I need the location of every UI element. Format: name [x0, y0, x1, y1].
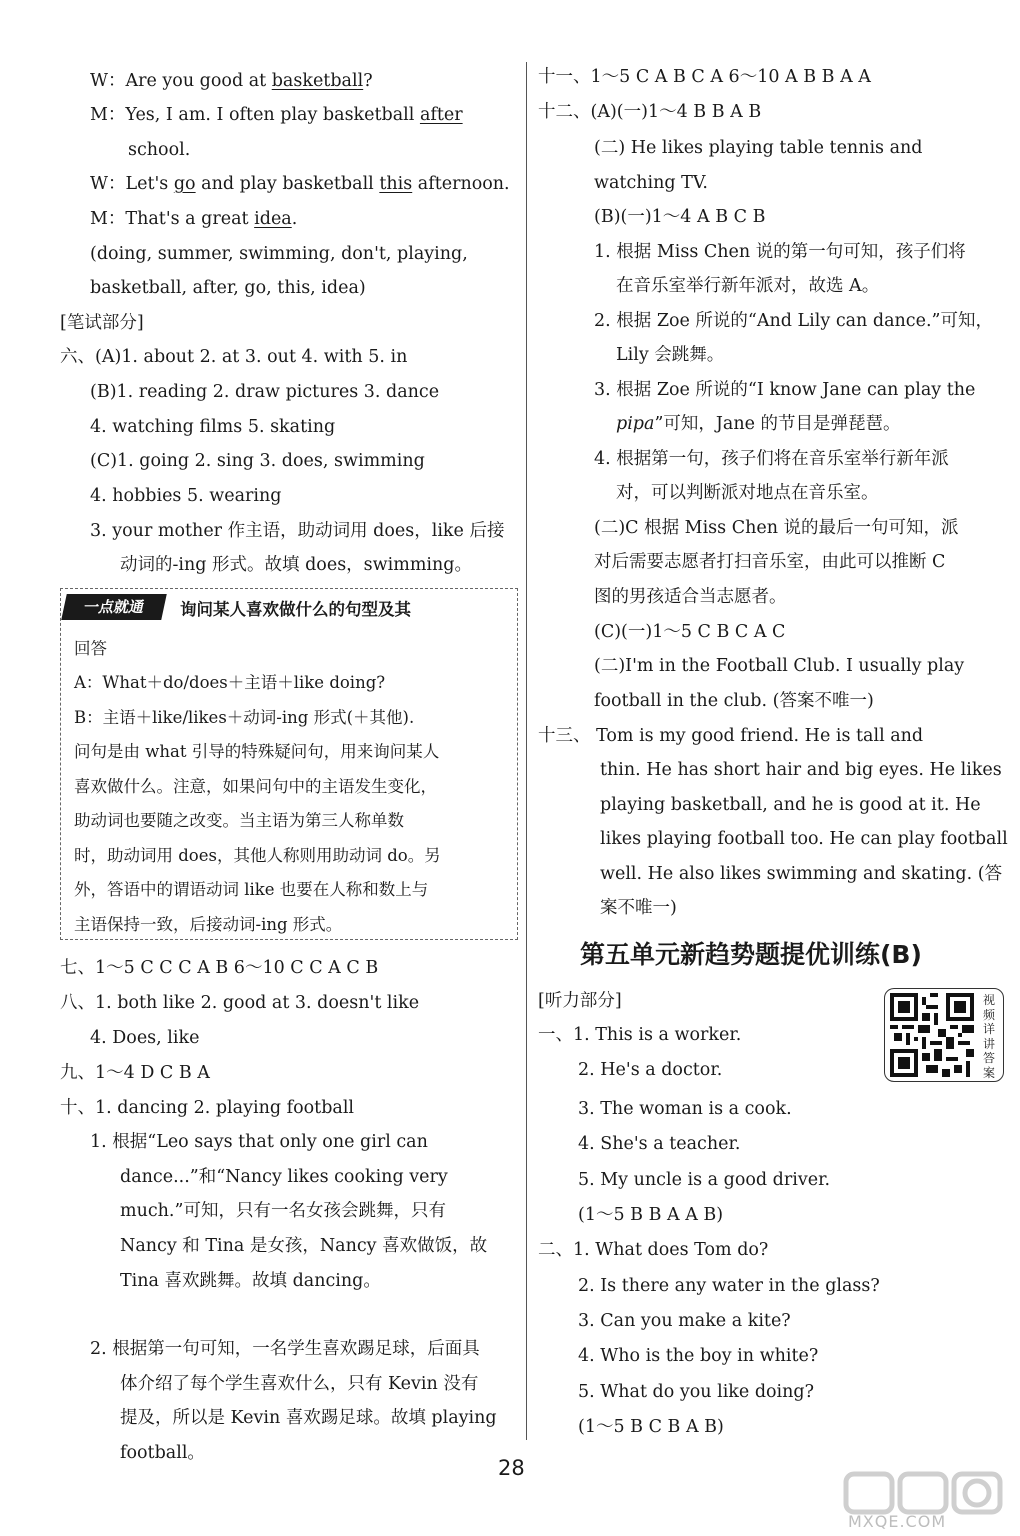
right-line: 2. He's a doctor.	[578, 1060, 723, 1080]
right-line: (B)(一)1～4 A B C B	[594, 207, 766, 227]
left-line: 1. 根据“Leo says that only one girl can	[90, 1132, 428, 1152]
left-line: 4. Does, like	[90, 1028, 200, 1048]
qr-code-icon[interactable]	[890, 993, 974, 1077]
tip-line: 回答	[74, 639, 107, 658]
right-line: 2. 根据 Zoe 所说的“And Lily can dance.”可知，	[594, 311, 993, 331]
tip-title: 询问某人喜欢做什么的句型及其	[180, 600, 411, 619]
right-line: Lily 会跳舞。	[616, 345, 725, 365]
left-line: 3. your mother 作主语，助动词用 does，like 后接	[90, 521, 505, 541]
right-line: 十三、 Tom is my good friend. He is tall and	[538, 726, 924, 746]
right-line: 一、1. This is a worker.	[538, 1025, 742, 1045]
left-line: school.	[128, 140, 191, 160]
section-title: 第五单元新趋势题提优训练(B)	[580, 940, 922, 969]
tip-line: 主语保持一致，后接动词-ing 形式。	[74, 915, 343, 934]
left-line: 2. 根据第一句可知，一名学生喜欢踢足球，后面具	[90, 1339, 480, 1359]
right-line: 4. Who is the boy in white?	[578, 1346, 819, 1366]
left-line: 七、1～5 C C C A B 6～10 C C A C B	[60, 958, 379, 978]
left-line: 十、1. dancing 2. playing football	[60, 1098, 355, 1118]
right-line: 十二、(A)(一)1～4 B B A B	[538, 102, 762, 122]
left-line: 九、1～4 D C B A	[60, 1063, 210, 1083]
right-line: 2. Is there any water in the glass?	[578, 1276, 880, 1296]
left-line: 八、1. both like 2. good at 3. doesn't like	[60, 993, 420, 1013]
right-line: (二)C 根据 Miss Chen 说的最后一句可知，派	[594, 518, 959, 538]
right-line: 5. My uncle is a good driver.	[578, 1170, 831, 1190]
left-line: basketball, after, go, this, idea)	[90, 278, 366, 298]
right-line: 4. She's a teacher.	[578, 1134, 741, 1154]
left-line: Tina 喜欢跳舞。故填 dancing。	[120, 1271, 381, 1291]
right-line: 4. 根据第一句，孩子们将在音乐室举行新年派	[594, 449, 949, 469]
right-line: 5. What do you like doing?	[578, 1382, 815, 1402]
left-line: M：That's a great idea.	[90, 209, 298, 229]
left-line: W：Are you good at basketball?	[90, 71, 373, 91]
left-line: 提及，所以是 Kevin 喜欢踢足球。故填 playing	[120, 1408, 497, 1428]
left-line: dance...”和“Nancy likes cooking very	[120, 1167, 448, 1187]
right-line: 对后需要志愿者打扫音乐室，由此可以推断 C	[594, 552, 946, 572]
left-line: 体介绍了每个学生喜欢什么，只有 Kevin 没有	[120, 1374, 479, 1394]
tip-line: 喜欢做什么。注意，如果问句中的主语发生变化，	[74, 777, 437, 796]
tip-line: 问句是由 what 引导的特殊疑问句，用来询问某人	[74, 742, 440, 761]
right-line: 二、1. What does Tom do?	[538, 1240, 769, 1260]
left-line: much.”可知，只有一名女孩会跳舞，只有	[120, 1201, 446, 1221]
left-line: (B)1. reading 2. draw pictures 3. dance	[90, 382, 440, 402]
column-divider	[526, 62, 527, 1440]
tip-line: B：主语＋like/likes＋动词-ing 形式(＋其他).	[74, 708, 415, 727]
left-line: [笔试部分]	[60, 313, 144, 333]
right-line: (1～5 B B A A B)	[578, 1205, 724, 1225]
tip-line: 时，助动词用 does，其他人称则用助动词 do。另	[74, 846, 441, 865]
right-line: 在音乐室举行新年派对，故选 A。	[616, 276, 880, 296]
left-line: 六、(A)1. about 2. at 3. out 4. with 5. in	[60, 347, 408, 367]
left-line: 4. hobbies 5. wearing	[90, 486, 282, 506]
right-line: playing basketball, and he is good at it. He	[600, 795, 981, 815]
right-line: 十一、1～5 C A B C A 6～10 A B B A A	[538, 67, 871, 87]
right-line: 1. 根据 Miss Chen 说的第一句可知，孩子们将	[594, 242, 966, 262]
right-line: 3. The woman is a cook.	[578, 1099, 792, 1119]
right-line: 图的男孩适合当志愿者。	[594, 587, 787, 607]
left-line: 4. watching films 5. skating	[90, 417, 336, 437]
tip-line: A：What＋do/does＋主语＋like doing?	[74, 673, 386, 692]
left-line: football。	[120, 1443, 205, 1463]
right-line: well. He also likes swimming and skating. (答	[600, 864, 1003, 884]
tip-line: 外，答语中的谓语动词 like 也要在人称和数上与	[74, 880, 429, 899]
left-line: 动词的-ing 形式。故填 does，swimming。	[120, 555, 472, 575]
watermark-text: MXQE.COM	[848, 1512, 947, 1531]
tip-line: 助动词也要随之改变。当主语为第三人称单数	[74, 811, 404, 830]
right-line: (二)I'm in the Football Club. I usually play	[594, 656, 965, 676]
left-line: W：Let's go and play basketball this afternoon.	[90, 174, 510, 194]
right-line: (1～5 B C B A B)	[578, 1417, 724, 1437]
right-line: (C)(一)1～5 C B C A C	[594, 622, 786, 642]
right-line: 案不唯一)	[600, 898, 677, 918]
left-line: (doing, summer, swimming, don't, playing,	[90, 244, 468, 264]
page-number: 28	[498, 1456, 525, 1480]
right-line: thin. He has short hair and big eyes. He likes	[600, 760, 1002, 780]
right-line: (二) He likes playing table tennis and	[594, 138, 923, 158]
qr-label: 视频详讲答案	[982, 993, 995, 1080]
left-line: (C)1. going 2. sing 3. does, swimming	[90, 451, 425, 471]
right-line: 3. 根据 Zoe 所说的“I know Jane can play the	[594, 380, 976, 400]
right-line: 3. Can you make a kite?	[578, 1311, 791, 1331]
left-line: M：Yes, I am. I often play basketball after	[90, 105, 463, 125]
right-line: watching TV.	[594, 173, 708, 193]
right-line: football in the club. (答案不唯一)	[594, 691, 874, 711]
tip-badge: 一点就通	[61, 594, 167, 620]
right-line: [听力部分]	[538, 991, 622, 1011]
right-line: pipa”可知，Jane 的节目是弹琵琶。	[616, 414, 901, 434]
left-line: Nancy 和 Tina 是女孩，Nancy 喜欢做饭，故	[120, 1236, 488, 1256]
right-line: 对，可以判断派对地点在音乐室。	[616, 483, 879, 503]
right-line: likes playing football too. He can play football	[600, 829, 1008, 849]
